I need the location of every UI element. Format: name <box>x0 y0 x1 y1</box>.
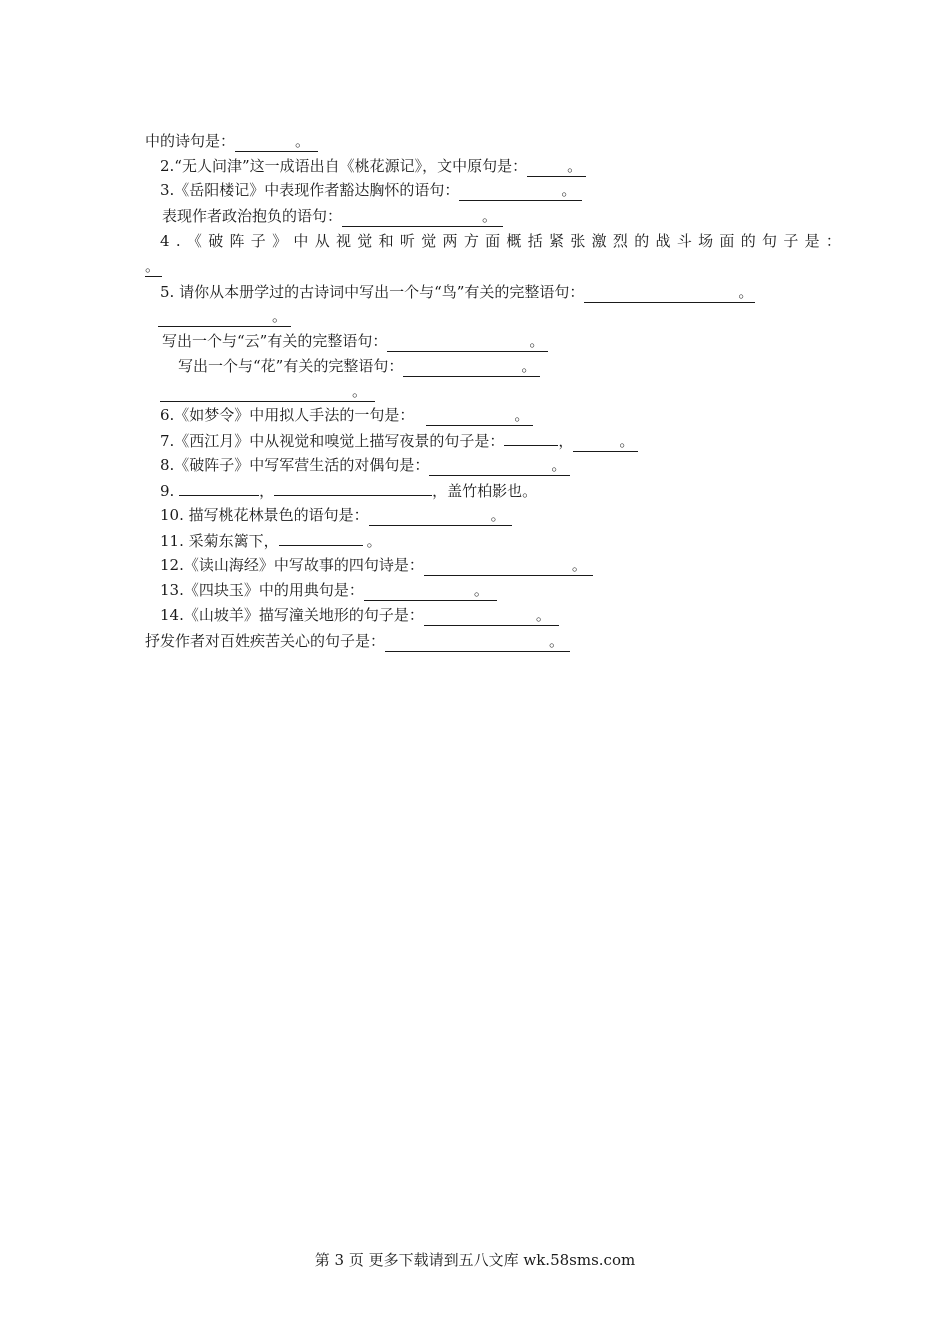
answer-blank: 。 <box>235 131 318 152</box>
question-line <box>160 455 570 475</box>
question-text: 中的诗句是： <box>145 132 236 150</box>
question-text: 13.《四块玉》中的用典句是： <box>160 581 364 599</box>
page-footer: 第 3 页 更多下载请到五八文库 wk.58sms.com <box>314 1251 636 1269</box>
answer-blank: 。 <box>385 631 570 652</box>
answer-blank: 。 <box>145 257 161 275</box>
question-line <box>178 356 540 376</box>
question-line-continuation <box>158 306 291 326</box>
question-line <box>160 231 847 251</box>
question-text: 12.《读山海经》中写故事的四句诗是： <box>160 556 424 574</box>
question-line: 7.《西江月》中从视觉和嗅觉上描写夜景的句子是： ， 。 <box>160 430 638 450</box>
question-text: 11. 采菊东篱下， <box>160 532 279 550</box>
question-line <box>162 206 503 226</box>
question-line <box>160 555 593 575</box>
answer-blank <box>274 480 432 496</box>
answer-blank: 。 <box>426 405 533 426</box>
question-line <box>145 131 318 151</box>
question-text: 14.《山坡羊》描写潼关地形的句子是： <box>160 606 424 624</box>
question-line <box>160 282 755 302</box>
question-line: 11. 采菊东篱下， 。 <box>160 532 382 550</box>
question-line: 9. ， ，盖竹柏影也。 <box>160 482 538 500</box>
question-line-continuation <box>145 256 162 276</box>
question-text: 6.《如梦令》中用拟人手法的一句是： <box>160 406 415 424</box>
question-line-continuation <box>160 381 375 401</box>
question-line <box>160 156 586 176</box>
answer-blank <box>279 530 363 546</box>
answer-blank <box>504 430 558 446</box>
question-line <box>160 580 497 600</box>
answer-blank: 。 <box>527 156 586 177</box>
question-text: 3.《岳阳楼记》中表现作者豁达胸怀的语句： <box>160 181 460 199</box>
question-text: 5. 请你从本册学过的古诗词中写出一个与“鸟”有关的完整语句： <box>160 283 585 301</box>
question-line <box>160 605 559 625</box>
answer-blank <box>179 480 259 496</box>
question-text: 写出一个与“云”有关的完整语句： <box>162 332 388 350</box>
answer-blank: 。 <box>158 306 291 327</box>
answer-blank: 。 <box>424 605 559 626</box>
answer-blank: 。 <box>387 331 548 352</box>
question-text: 写出一个与“花”有关的完整语句： <box>178 357 404 375</box>
question-line <box>160 180 582 200</box>
question-text: 4.《破阵子》中从视觉和听觉两方面概括紧张激烈的战斗场面的句子是： <box>160 232 848 250</box>
answer-blank: 。 <box>160 381 375 402</box>
question-text: 7.《西江月》中从视觉和嗅觉上描写夜景的句子是： <box>160 432 505 450</box>
question-text: 2.“无人问津”这一成语出自《桃花源记》，文中原句是： <box>160 157 528 175</box>
answer-blank: 。 <box>424 555 593 576</box>
answer-blank: 。 <box>459 180 582 201</box>
answer-blank: 。 <box>342 206 503 227</box>
question-text: 9. <box>160 482 180 500</box>
answer-blank: 。 <box>369 505 512 526</box>
answer-blank: 。 <box>364 580 497 601</box>
answer-blank: 。 <box>584 282 755 303</box>
question-text: 表现作者政治抱负的语句： <box>162 207 343 225</box>
question-text: 抒发作者对百姓疾苦关心的句子是： <box>145 632 386 650</box>
question-text: 10. 描写桃花林景色的语句是： <box>160 506 369 524</box>
question-line <box>162 331 548 351</box>
question-line <box>160 505 512 525</box>
answer-blank: 。 <box>403 356 540 377</box>
answer-blank: 。 <box>573 431 638 452</box>
question-line <box>160 405 533 425</box>
answer-blank: 。 <box>429 455 570 476</box>
question-line <box>145 631 570 651</box>
question-text: 8.《破阵子》中写军营生活的对偶句是： <box>160 456 430 474</box>
